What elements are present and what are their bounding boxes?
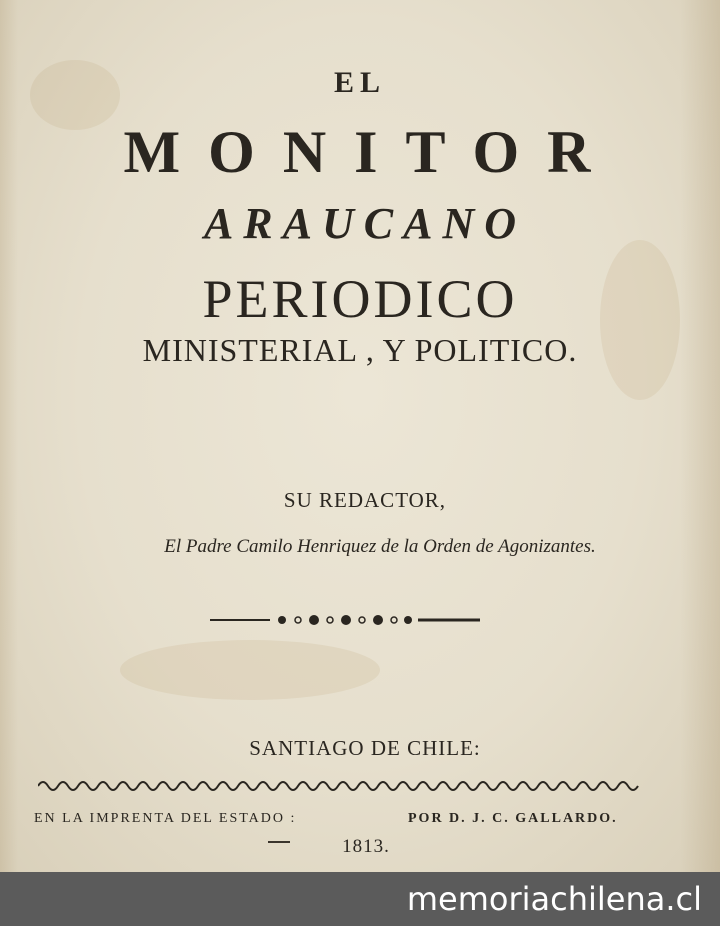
- subtitle-ministerial-politico: MINISTERIAL , Y POLITICO.: [142, 332, 578, 368]
- title-araucano: ARAUCANO: [203, 199, 527, 248]
- wavy-rule-divider: [38, 776, 644, 792]
- paper-stain: [120, 640, 380, 700]
- imprint-printer: POR D. J. C. GALLARDO.: [408, 811, 618, 826]
- imprint-line: [0, 811, 720, 833]
- title-periodico: PERIODICO: [202, 269, 518, 329]
- publication-year: 1813.: [342, 836, 390, 857]
- title-monitor: MONITOR: [123, 119, 619, 185]
- title-el: EL: [333, 66, 387, 99]
- site-brand-watermark: memoriachilena.cl: [406, 880, 702, 918]
- ornament-divider: [210, 612, 480, 628]
- city-line: SANTIAGO DE CHILE:: [249, 736, 481, 760]
- footer-bar: [0, 872, 720, 926]
- imprint-press: EN LA IMPRENTA DEL ESTADO :: [34, 811, 297, 826]
- editor-heading: SU REDACTOR,: [283, 488, 447, 512]
- editor-name: El Padre Camilo Henriquez de la Orden de Agonizantes.: [164, 536, 596, 557]
